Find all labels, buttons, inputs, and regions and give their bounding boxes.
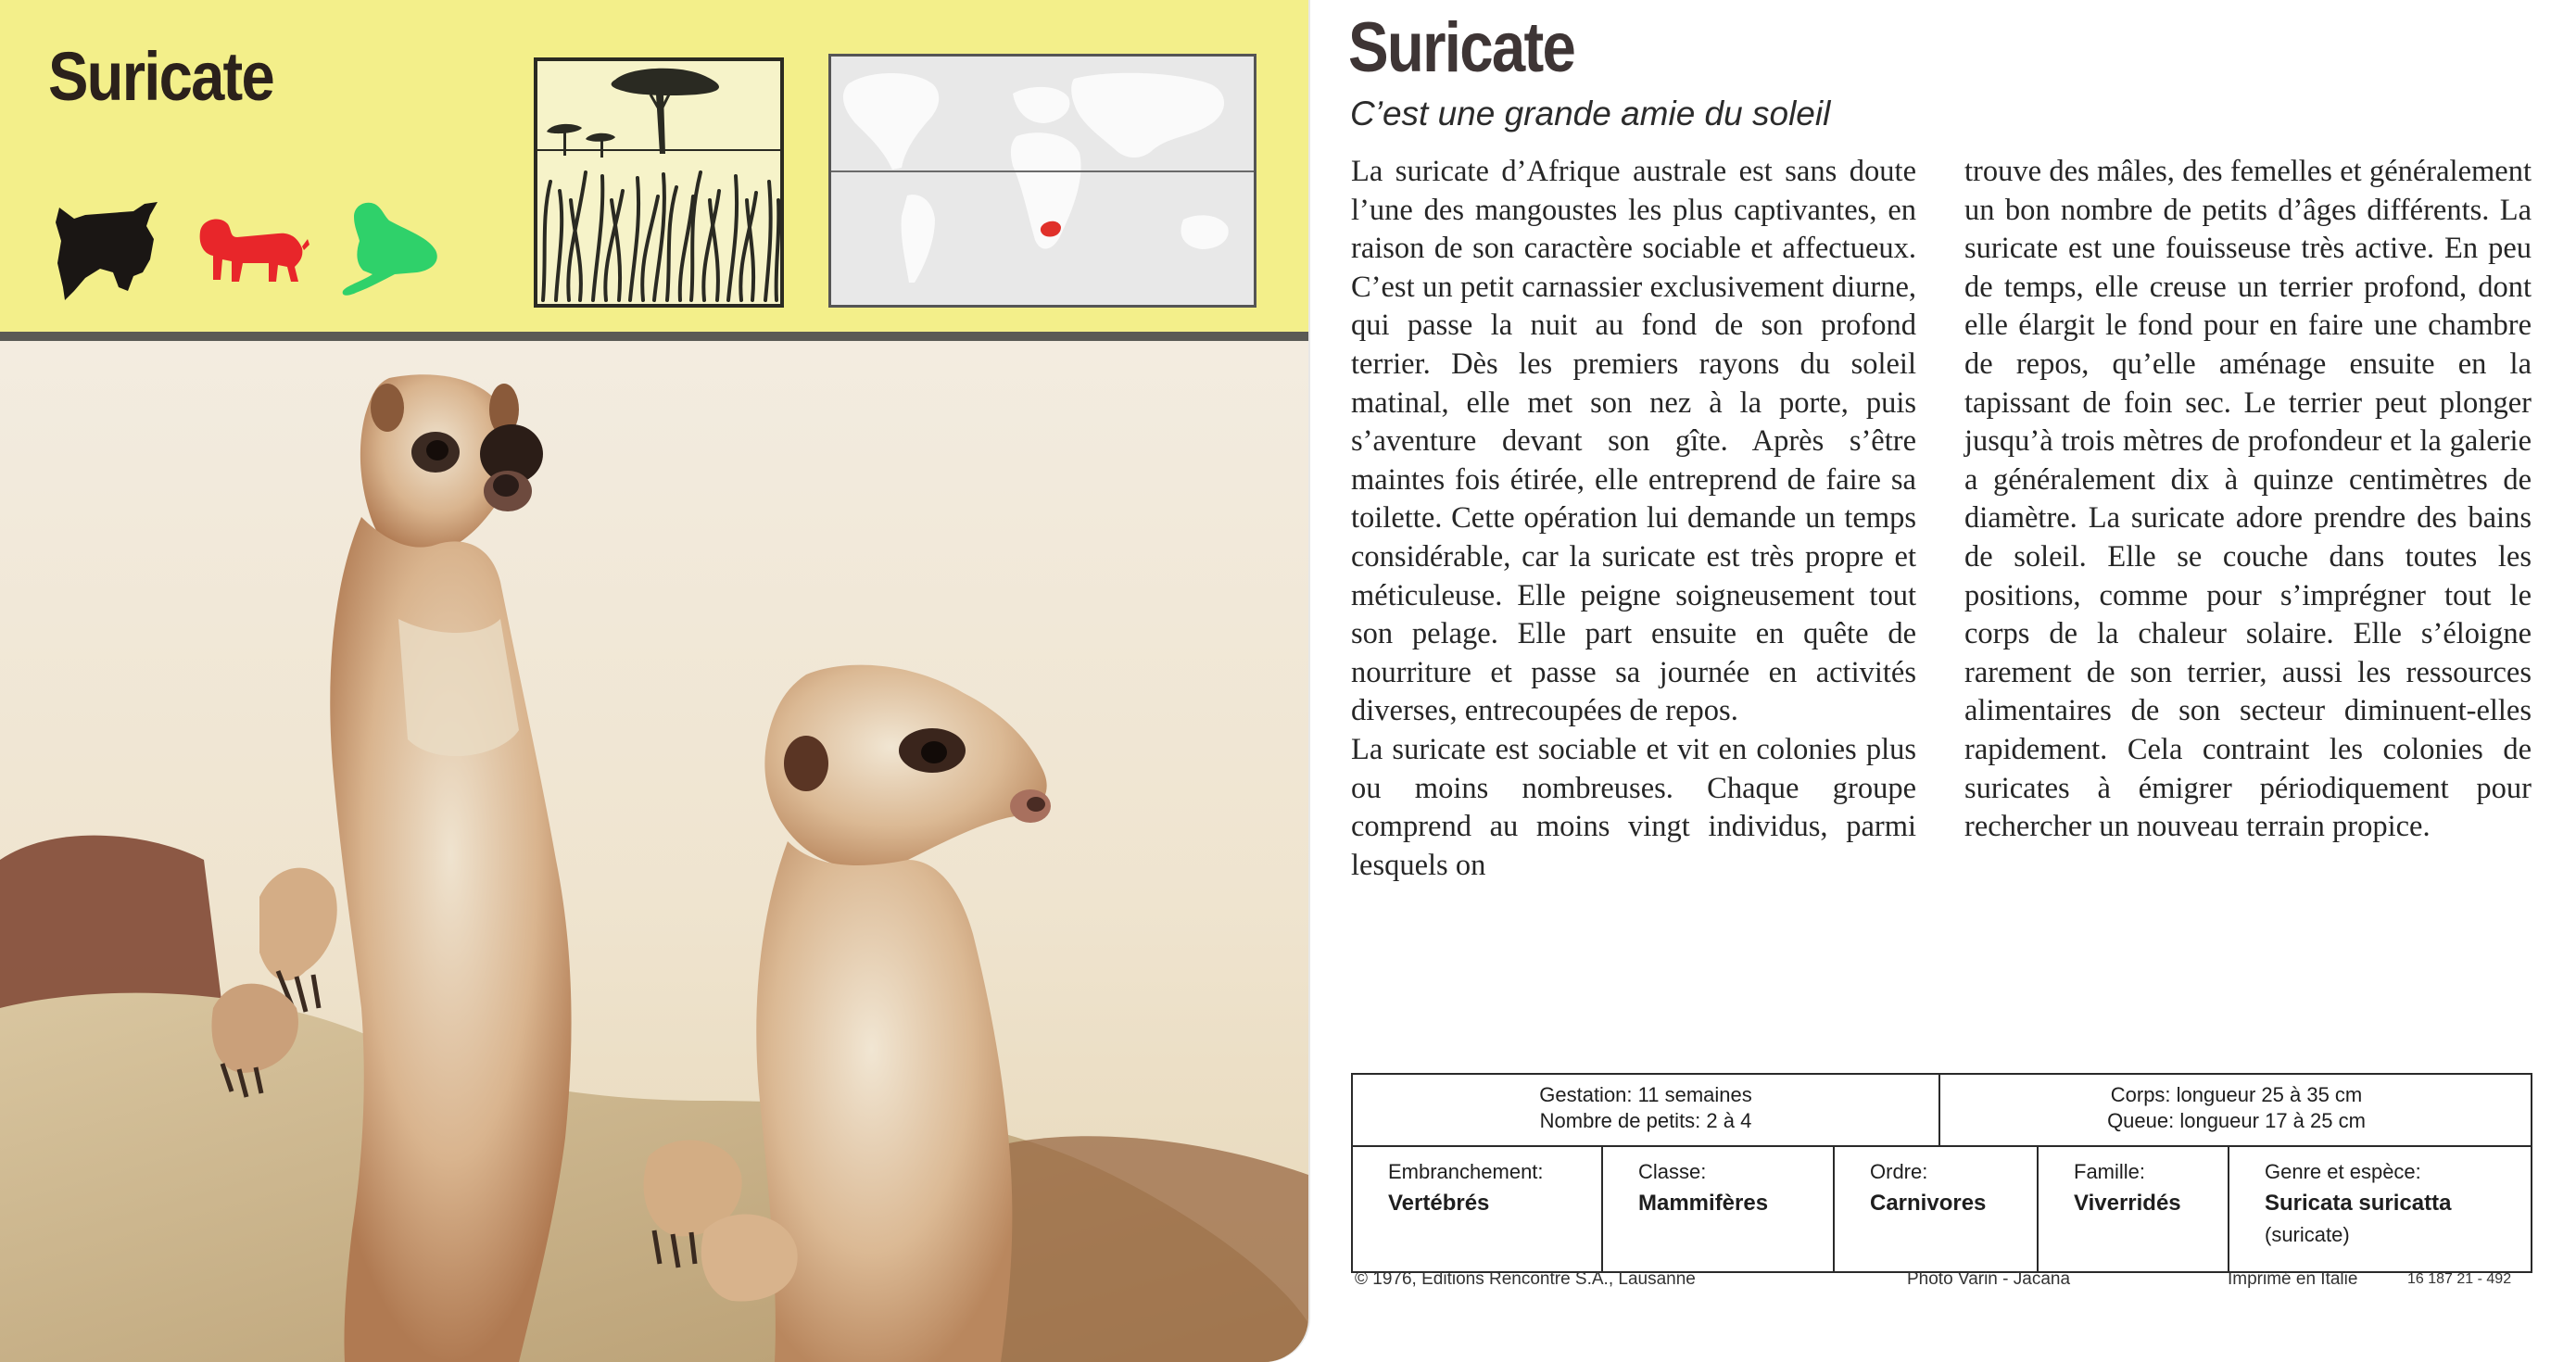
classification-famille	[2039, 1145, 2229, 1273]
paragraph: trouve des mâles, des femelles et généralement un bon nombre de petits d’âges différents. La suricate est une fouisseuse très active. En peu de temps, elle creuse un terrier profond, dont elle élargit le fond pour en faire une chambre de repos, qu’elle aménage ensuite en la tapissant de foin sec. Le terrier peut plonger jusqu’à trois mètres de profondeur et la galerie a généralement dix à quinze centimètres de diamètre. La suricate adore prendre des bains de soleil. Elle se couche dans toutes les positions, comme pour s’imprégner tout le corps de la chaleur solaire. Elle s’éloigne rarement de son terrier, aussi les ressources alimentaires de son secteur diminuent-elles rapidement. Cela contraint les colonies de suricates à émigrer périodiquement pour rechercher un nouveau terrain propice.	[1964, 155, 2532, 844]
world-map-illustration	[831, 57, 1254, 305]
back-title: Suricate	[1348, 8, 1575, 87]
text-column-left	[1351, 153, 1916, 885]
classification-genre-espece	[2229, 1145, 2532, 1273]
habitat-savanna-box	[534, 57, 784, 308]
footer-printed: Imprimé en Italie	[2228, 1269, 2358, 1289]
footer-code: 16 187 21 - 492	[2407, 1271, 2512, 1287]
gestation-text: Gestation: 11 semaines	[1539, 1083, 1752, 1106]
classification-label: Classe:	[1638, 1160, 1707, 1183]
litter-size-text: Nombre de petits: 2 à 4	[1539, 1109, 1752, 1132]
classification-label: Genre et espèce:	[2265, 1160, 2421, 1183]
footer-photo-credit: Photo Varin - Jacana	[1907, 1269, 2071, 1289]
classification-value: Mammifères	[1638, 1191, 1769, 1216]
classification-ordre	[1835, 1145, 2039, 1273]
distribution-map	[828, 54, 1256, 308]
size-cell	[1940, 1075, 2532, 1145]
classification-row	[1353, 1145, 2531, 1273]
back-subtitle: C’est une grande amie du soleil	[1350, 95, 1831, 132]
classification-label: Embranchement:	[1388, 1160, 1544, 1183]
classification-value: Suricata suricatta	[2265, 1191, 2452, 1216]
classification-value: Viverridés	[2074, 1191, 2181, 1216]
bull-silhouette-icon	[54, 198, 163, 306]
facts-table	[1351, 1073, 2532, 1273]
text-column-right	[1964, 153, 2532, 847]
reproduction-cell	[1353, 1075, 1940, 1145]
header-divider	[0, 332, 1308, 341]
paragraph: La suricate d’Afrique australe est sans doute l’une des mangoustes les plus captivantes, en raison de son caractère sociable et affectueux. C’est un petit carnassier exclusivement diurne, qui passe la nuit au fond de son profond terrier. Dès les premiers rayons du soleil matinal, elle met son nez à la porte, puis s’aventure devant son gîte. Après s’être maintes fois étirée, elle entreprend de faire sa toilette. Cette opération lui demande un temps considérable, car la suricate est très propre et méticuleuse. Elle peigne soigneusement tout son pelage. Elle part ensuite en quête de nourriture et passe sa journée en activités diverses, entrecoupées de repos.	[1351, 155, 1916, 728]
classification-label: Ordre:	[1870, 1160, 1928, 1183]
classification-common-name: (suricate)	[2265, 1223, 2350, 1246]
classification-value: Vertébrés	[1388, 1191, 1490, 1216]
classification-label: Famille:	[2074, 1160, 2146, 1183]
paragraph: La suricate est sociable et vit en colonies plus ou moins nombreuses. Chaque groupe comprend au moins vingt individus, parmi lesquels on	[1351, 732, 1916, 882]
classification-embranchement	[1353, 1145, 1603, 1273]
footer-copyright: © 1976, Editions Rencontre S.A., Lausanne	[1355, 1269, 1696, 1289]
lion-silhouette-icon	[195, 211, 309, 285]
otter-silhouette-icon	[339, 196, 447, 300]
classification-classe	[1603, 1145, 1835, 1273]
facts-top-row	[1353, 1075, 2531, 1147]
tail-length-text: Queue: longueur 17 à 25 cm	[2107, 1109, 2366, 1132]
body-length-text: Corps: longueur 25 à 35 cm	[2110, 1083, 2363, 1106]
savanna-illustration	[537, 61, 780, 304]
classification-value: Carnivores	[1870, 1191, 1987, 1216]
meerkat-photo	[0, 341, 1308, 1362]
front-title: Suricate	[48, 38, 273, 115]
